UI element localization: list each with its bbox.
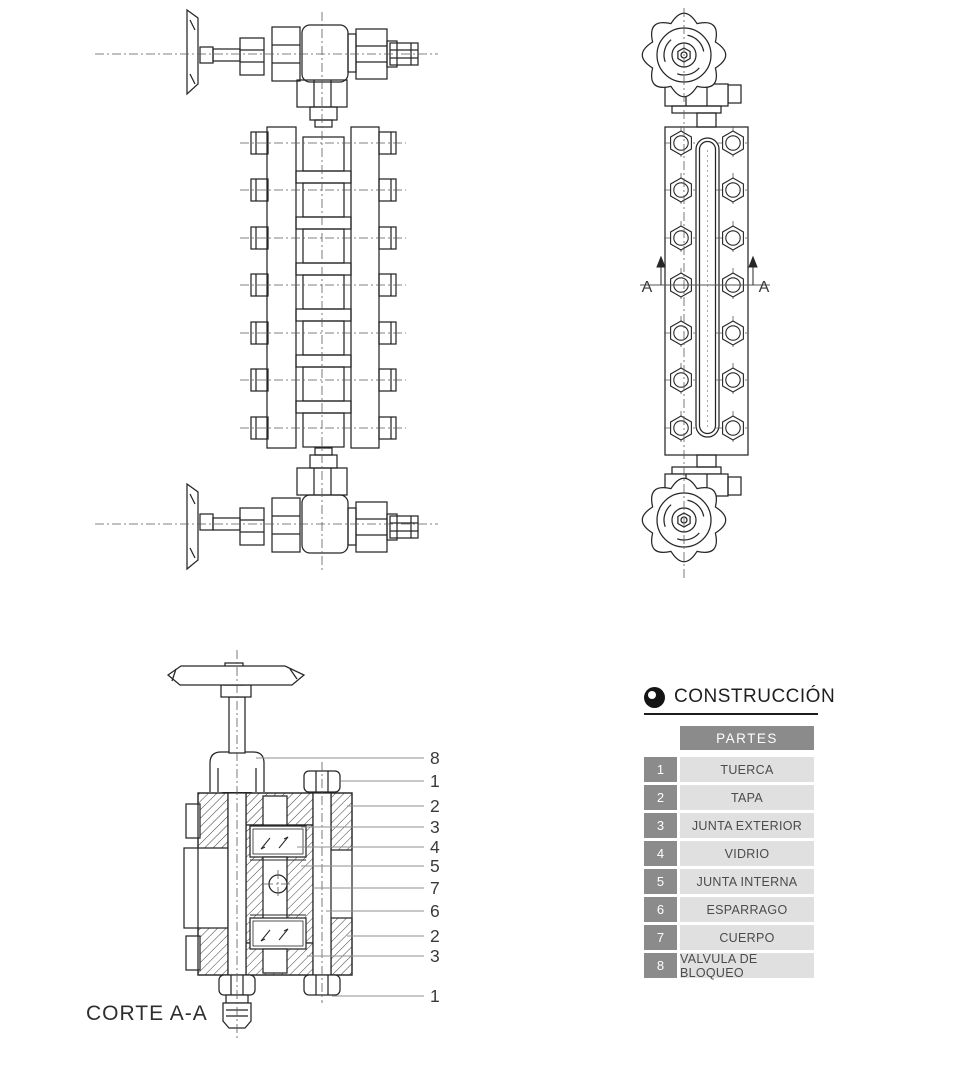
table-row [644, 925, 822, 950]
part-number: 3 [644, 813, 677, 838]
blocking-valve-section [168, 663, 304, 792]
side-bolts [251, 132, 396, 439]
side-view [95, 10, 438, 570]
side-pad [184, 848, 228, 928]
table-row [644, 841, 822, 866]
table-row [644, 869, 822, 894]
handwheel-edge-section [168, 666, 304, 685]
glass-pane-lower [250, 918, 306, 949]
part-number: 1 [644, 757, 677, 782]
table-row [644, 757, 822, 782]
part-number: 6 [644, 897, 677, 922]
handwheel-edge [187, 10, 198, 94]
callout-3: 3 [430, 817, 440, 837]
part-name: ESPARRAGO [680, 897, 814, 922]
callout-7: 7 [430, 878, 440, 898]
callout-4: 4 [430, 837, 440, 857]
part-name: TAPA [680, 785, 814, 810]
part-number: 4 [644, 841, 677, 866]
callout-1: 1 [430, 771, 440, 791]
part-name: VIDRIO [680, 841, 814, 866]
section-caption: CORTE A-A [86, 1002, 208, 1025]
callout-8: 8 [430, 748, 440, 768]
part-number: 7 [644, 925, 677, 950]
part-number: 5 [644, 869, 677, 894]
valve-body [302, 25, 348, 82]
part-number: 8 [644, 953, 677, 978]
construction-panel [644, 686, 836, 981]
part-name: TUERCA [680, 757, 814, 782]
section-marker-right: A [758, 279, 770, 296]
construction-title-row [644, 686, 836, 715]
callout-2: 2 [430, 796, 440, 816]
table-row [644, 897, 822, 922]
parts-table-header: PARTES [680, 726, 814, 750]
part-name: CUERPO [680, 925, 814, 950]
bullet-icon [644, 687, 665, 708]
front-view [640, 8, 770, 578]
table-row [644, 785, 822, 810]
parts-table [644, 726, 822, 978]
table-row [644, 953, 822, 978]
part-number: 2 [644, 785, 677, 810]
parts-table-header-row [644, 726, 822, 750]
callout-6: 6 [430, 901, 440, 921]
construction-title: CONSTRUCCIÓN [674, 686, 836, 707]
section-marker-left: A [641, 279, 653, 296]
part-name: JUNTA INTERNA [680, 869, 814, 894]
gauge-body-side [240, 127, 406, 448]
callout-5: 5 [430, 856, 440, 876]
glass-slot [696, 138, 719, 437]
section-line-AA [640, 257, 770, 296]
glass-pane-upper [250, 826, 306, 857]
header-spacer [644, 726, 680, 750]
top-valve-side [187, 10, 418, 127]
bottom-valve-side [187, 448, 418, 569]
callout-2b: 2 [430, 926, 440, 946]
part-name: JUNTA EXTERIOR [680, 813, 814, 838]
section-view [86, 650, 440, 1040]
part-name: VALVULA DE BLOQUEO [680, 953, 814, 978]
callout-3b: 3 [430, 946, 440, 966]
table-row [644, 813, 822, 838]
callout-1b: 1 [430, 986, 440, 1006]
